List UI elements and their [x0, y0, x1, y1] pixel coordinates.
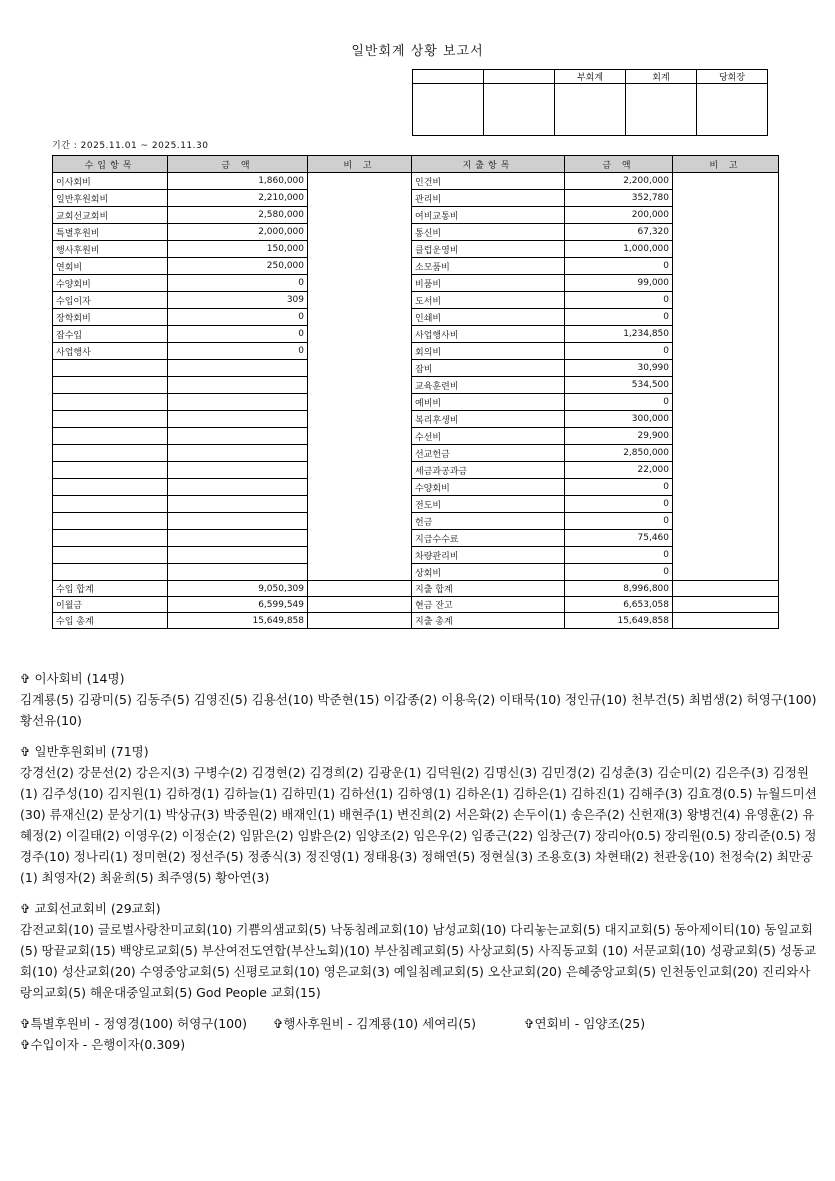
ledger-row — [53, 343, 779, 360]
income-note — [308, 173, 412, 190]
ledger-row — [53, 241, 779, 258]
ledger-header-cell: 비 고 — [673, 156, 779, 173]
income-note — [308, 224, 412, 241]
approval-sign-cell — [484, 84, 555, 136]
expense-amount: 29,900 — [565, 428, 673, 445]
income-amount: 0 — [168, 326, 308, 343]
ledger-header-cell: 지출항목 — [412, 156, 565, 173]
income-note — [308, 326, 412, 343]
approval-sign-cell — [626, 84, 697, 136]
expense-item: 인쇄비 — [412, 309, 565, 326]
expense-note — [673, 547, 779, 564]
ledger-row — [53, 496, 779, 513]
income-amount: 1,860,000 — [168, 173, 308, 190]
contributor-sections — [20, 668, 820, 1055]
ledger-total-row — [53, 597, 779, 613]
expense-note — [673, 428, 779, 445]
income-note — [308, 309, 412, 326]
expense-total-note — [673, 581, 779, 597]
expense-item: 예비비 — [412, 394, 565, 411]
income-total-note — [308, 613, 412, 629]
expense-note — [673, 343, 779, 360]
expense-amount: 0 — [565, 564, 673, 581]
expense-item: 수선비 — [412, 428, 565, 445]
income-amount — [168, 445, 308, 462]
income-amount: 2,580,000 — [168, 207, 308, 224]
income-amount — [168, 530, 308, 547]
approval-sign-cell — [697, 84, 768, 136]
expense-item: 교육훈련비 — [412, 377, 565, 394]
expense-note — [673, 258, 779, 275]
income-item — [53, 513, 168, 530]
expense-note — [673, 496, 779, 513]
expense-item: 클럽운영비 — [412, 241, 565, 258]
expense-note — [673, 377, 779, 394]
event-donation-note: ✞행사후원비 - 김계룡(10) 세여리(5) — [272, 1016, 477, 1031]
expense-amount: 0 — [565, 513, 673, 530]
contributor-section — [20, 898, 820, 1003]
income-note — [308, 496, 412, 513]
income-note — [308, 445, 412, 462]
expense-note — [673, 173, 779, 190]
expense-note — [673, 309, 779, 326]
income-note — [308, 207, 412, 224]
income-note — [308, 394, 412, 411]
income-total-amount: 6,599,549 — [168, 597, 308, 613]
income-item: 특별후원비 — [53, 224, 168, 241]
approval-box — [412, 69, 768, 136]
expense-item: 지급수수료 — [412, 530, 565, 547]
income-item — [53, 428, 168, 445]
expense-note — [673, 513, 779, 530]
expense-amount: 0 — [565, 292, 673, 309]
expense-amount: 0 — [565, 258, 673, 275]
expense-note — [673, 411, 779, 428]
income-item — [53, 411, 168, 428]
income-item: 사업행사 — [53, 343, 168, 360]
ledger-row — [53, 190, 779, 207]
expense-amount: 2,200,000 — [565, 173, 673, 190]
ledger-row — [53, 377, 779, 394]
section-body: 김계룡(5) 김광미(5) 김동주(5) 김영진(5) 김용선(10) 박준현(15) 이갑종(2) 이용욱(2) 이태묵(10) 정인규(10) 천부건(5) 최범생(2) 허영구(100) 황선유(10) — [20, 692, 817, 728]
ledger-row — [53, 207, 779, 224]
income-item — [53, 377, 168, 394]
ledger-row — [53, 394, 779, 411]
income-amount: 2,000,000 — [168, 224, 308, 241]
ledger-total-row — [53, 581, 779, 597]
income-amount — [168, 564, 308, 581]
income-amount — [168, 547, 308, 564]
approval-header-cell: 부회계 — [555, 70, 626, 84]
expense-item: 사업행사비 — [412, 326, 565, 343]
income-item — [53, 564, 168, 581]
income-amount — [168, 513, 308, 530]
contributor-section — [20, 668, 820, 731]
expense-item: 인건비 — [412, 173, 565, 190]
expense-amount: 0 — [565, 496, 673, 513]
expense-note — [673, 292, 779, 309]
expense-amount: 2,850,000 — [565, 445, 673, 462]
ledger-row — [53, 360, 779, 377]
expense-note — [673, 462, 779, 479]
expense-item: 잡비 — [412, 360, 565, 377]
expense-note — [673, 275, 779, 292]
expense-item: 비품비 — [412, 275, 565, 292]
expense-item: 관리비 — [412, 190, 565, 207]
income-note — [308, 428, 412, 445]
ledger-row — [53, 292, 779, 309]
expense-amount: 1,234,850 — [565, 326, 673, 343]
section-heading: ✞ 일반후원회비 (71명) — [20, 744, 149, 759]
expense-amount: 352,780 — [565, 190, 673, 207]
expense-amount: 534,500 — [565, 377, 673, 394]
income-item: 교회선교회비 — [53, 207, 168, 224]
income-note — [308, 564, 412, 581]
income-item — [53, 360, 168, 377]
expense-amount: 1,000,000 — [565, 241, 673, 258]
expense-note — [673, 326, 779, 343]
approval-header-cell — [413, 70, 484, 84]
expense-note — [673, 224, 779, 241]
income-amount: 150,000 — [168, 241, 308, 258]
income-amount — [168, 360, 308, 377]
expense-amount: 0 — [565, 309, 673, 326]
income-note — [308, 479, 412, 496]
expense-amount: 0 — [565, 547, 673, 564]
income-note — [308, 547, 412, 564]
expense-amount: 200,000 — [565, 207, 673, 224]
income-item — [53, 394, 168, 411]
approval-header-cell — [484, 70, 555, 84]
income-note — [308, 343, 412, 360]
approval-header-cell: 당회장 — [697, 70, 768, 84]
income-note — [308, 513, 412, 530]
expense-note — [673, 207, 779, 224]
income-total-label: 수입 합계 — [53, 581, 168, 597]
expense-item: 통신비 — [412, 224, 565, 241]
income-amount — [168, 479, 308, 496]
contributor-section — [20, 741, 820, 888]
ledger-row — [53, 173, 779, 190]
section-body: 강경선(2) 강문선(2) 강은지(3) 구병수(2) 김경현(2) 김경희(2) 김광운(1) 김덕원(2) 김명신(3) 김민경(2) 김성춘(3) 김순미(2) 김은주(3) 김정원(1) 김주성(10) 김지원(1) 김하경(1) 김하늘(1) 김하민(1) 김하선(1) 김하영(1) 김하온(1) 김하은(1) 김하진(1) 김해주(3) 김효경(0.5) 뉴월드미션(30) 류재신(2) 문상기(1) 박상규(3) 박중원(2) 배재인(1) 배현주(1) 변진희(2) 서은화(2) 손두이(1) 송은주(2) 신헌재(3) 왕병건(4) 유영훈(2) 유혜정(2) 이길태(2) 이영우(2) 이정순(2) 임맑은(2) 임밝은(2) 임양조(2) 임은우(2) 임종근(22) 임창근(7) 장리아(0.5) 장리원(0.5) 장리준(0.5) 정경주(10) 정나리(1) 정미현(2) 정선주(5) 정종식(3) 정진영(1) 정태용(3) 정해연(5) 정현실(3) 조용호(3) 차현태(2) 천관웅(10) 천정숙(2) 최만공(1) 최영자(2) 최윤희(5) 최주영(5) 황아연(3) — [20, 765, 817, 885]
ledger-row — [53, 513, 779, 530]
expense-amount: 30,990 — [565, 360, 673, 377]
income-item — [53, 445, 168, 462]
income-item — [53, 496, 168, 513]
expense-amount: 22,000 — [565, 462, 673, 479]
expense-total-amount: 15,649,858 — [565, 613, 673, 629]
income-note — [308, 258, 412, 275]
income-amount: 2,210,000 — [168, 190, 308, 207]
expense-amount: 0 — [565, 479, 673, 496]
footer-notes — [20, 1013, 820, 1055]
expense-note — [673, 394, 779, 411]
ledger-row — [53, 479, 779, 496]
income-note — [308, 462, 412, 479]
expense-item: 도서비 — [412, 292, 565, 309]
income-amount — [168, 411, 308, 428]
income-note — [308, 377, 412, 394]
income-note — [308, 190, 412, 207]
income-total-label: 수입 총계 — [53, 613, 168, 629]
income-amount — [168, 394, 308, 411]
footer-line-1 — [20, 1013, 820, 1034]
expense-total-note — [673, 597, 779, 613]
expense-item: 회의비 — [412, 343, 565, 360]
ledger-header-cell: 금 액 — [565, 156, 673, 173]
income-item: 장학회비 — [53, 309, 168, 326]
income-item — [53, 462, 168, 479]
ledger-row — [53, 530, 779, 547]
expense-item: 복리후생비 — [412, 411, 565, 428]
income-item — [53, 479, 168, 496]
ledger-row — [53, 564, 779, 581]
ledger-row — [53, 428, 779, 445]
expense-item: 소모품비 — [412, 258, 565, 275]
ledger-row — [53, 275, 779, 292]
expense-item: 차량관리비 — [412, 547, 565, 564]
income-amount: 0 — [168, 275, 308, 292]
expense-amount: 99,000 — [565, 275, 673, 292]
income-amount — [168, 428, 308, 445]
income-item: 이사회비 — [53, 173, 168, 190]
report-title: 일반회계 상황 보고서 — [351, 44, 484, 59]
annual-fee-note: ✞연회비 - 임양조(25) — [524, 1016, 646, 1031]
ledger-header-cell: 금 액 — [168, 156, 308, 173]
expense-total-note — [673, 613, 779, 629]
ledger-total-row — [53, 613, 779, 629]
expense-item: 전도비 — [412, 496, 565, 513]
ledger-row — [53, 224, 779, 241]
income-total-label: 이월금 — [53, 597, 168, 613]
ledger-row — [53, 309, 779, 326]
expense-amount: 75,460 — [565, 530, 673, 547]
income-amount — [168, 377, 308, 394]
expense-note — [673, 360, 779, 377]
expense-item: 헌금 — [412, 513, 565, 530]
income-amount: 0 — [168, 343, 308, 360]
ledger-header-cell: 비 고 — [308, 156, 412, 173]
ledger-row — [53, 462, 779, 479]
income-total-amount: 15,649,858 — [168, 613, 308, 629]
income-amount — [168, 462, 308, 479]
approval-sign-cell — [555, 84, 626, 136]
income-item: 잡수입 — [53, 326, 168, 343]
income-note — [308, 530, 412, 547]
income-amount — [168, 496, 308, 513]
ledger-table — [52, 155, 779, 629]
ledger-row — [53, 411, 779, 428]
approval-sign-cell — [413, 84, 484, 136]
interest-note: ✞수입이자 - 은행이자(0.309) — [20, 1037, 186, 1052]
expense-note — [673, 241, 779, 258]
expense-item: 선교헌금 — [412, 445, 565, 462]
special-donation-note: ✞특별후원비 - 정영경(100) 허영구(100) — [20, 1016, 247, 1031]
expense-note — [673, 564, 779, 581]
expense-note — [673, 190, 779, 207]
expense-item: 수양회비 — [412, 479, 565, 496]
income-total-note — [308, 581, 412, 597]
income-item: 연회비 — [53, 258, 168, 275]
expense-item: 상회비 — [412, 564, 565, 581]
income-item: 수입이자 — [53, 292, 168, 309]
ledger-row — [53, 258, 779, 275]
income-amount: 0 — [168, 309, 308, 326]
income-item: 행사후원비 — [53, 241, 168, 258]
income-note — [308, 411, 412, 428]
ledger-header-cell: 수입항목 — [53, 156, 168, 173]
income-note — [308, 360, 412, 377]
income-total-amount: 9,050,309 — [168, 581, 308, 597]
section-heading: ✞ 이사회비 (14명) — [20, 671, 125, 686]
income-amount: 250,000 — [168, 258, 308, 275]
expense-item: 여비교통비 — [412, 207, 565, 224]
approval-header-cell: 회계 — [626, 70, 697, 84]
income-note — [308, 275, 412, 292]
income-item: 일반후원회비 — [53, 190, 168, 207]
expense-total-label: 지출 총계 — [412, 613, 565, 629]
ledger-row — [53, 326, 779, 343]
ledger-row — [53, 547, 779, 564]
expense-amount: 300,000 — [565, 411, 673, 428]
expense-amount: 67,320 — [565, 224, 673, 241]
section-body: 감전교회(10) 글로벌사랑찬미교회(10) 기쁨의샘교회(5) 낙동침례교회(10) 남성교회(10) 다리놓는교회(5) 대지교회(5) 동아제이티(10) 동일교회(5) 땅끝교회(15) 백양로교회(5) 부산여전도연합(부산노회)(10) 부산침례교회(5) 사상교회(5) 사직동교회 (10) 서문교회(10) 성광교회(5) 성동교회(10) 성산교회(20) 수영중앙교회(5) 신평로교회(10) 영은교회(3) 예일침례교회(5) 오산교회(20) 은혜중앙교회(5) 인천동인교회(20) 진리와사랑의교회(5) 해운대중일교회(5) God People 교회(15) — [20, 922, 817, 1000]
income-total-note — [308, 597, 412, 613]
income-item: 수양회비 — [53, 275, 168, 292]
expense-total-amount: 6,653,058 — [565, 597, 673, 613]
expense-total-label: 지출 합계 — [412, 581, 565, 597]
expense-total-amount: 8,996,800 — [565, 581, 673, 597]
expense-note — [673, 445, 779, 462]
expense-total-label: 현금 잔고 — [412, 597, 565, 613]
expense-amount: 0 — [565, 343, 673, 360]
income-amount: 309 — [168, 292, 308, 309]
expense-amount: 0 — [565, 394, 673, 411]
report-period: 기간 : 2025.11.01 ~ 2025.11.30 — [52, 141, 209, 151]
income-item — [53, 530, 168, 547]
income-note — [308, 292, 412, 309]
income-note — [308, 241, 412, 258]
expense-note — [673, 530, 779, 547]
expense-note — [673, 479, 779, 496]
income-item — [53, 547, 168, 564]
section-heading: ✞ 교회선교회비 (29교회) — [20, 901, 161, 916]
ledger-row — [53, 445, 779, 462]
expense-item: 세금과공과금 — [412, 462, 565, 479]
